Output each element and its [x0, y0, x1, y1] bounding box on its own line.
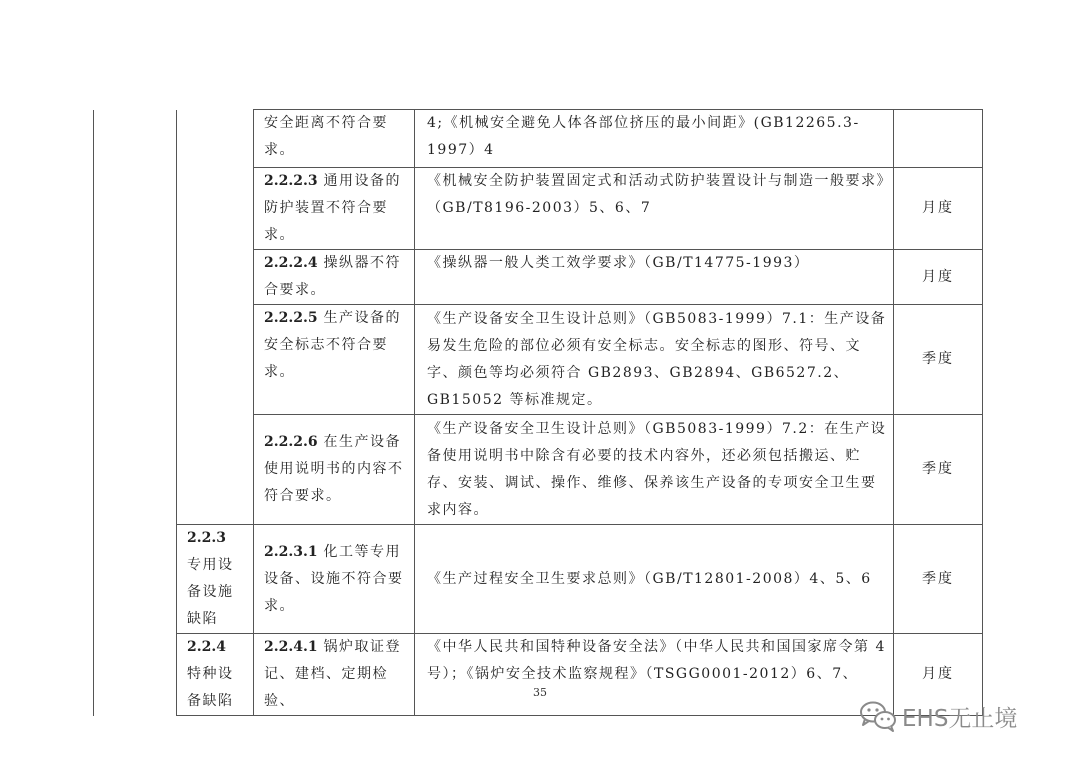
standard-cell: 《机械安全防护装置固定式和活动式防护装置设计与制造一般要求》（GB/T8196-2003）5、6、7: [415, 168, 894, 250]
table-row: [94, 525, 983, 634]
item-code: 2.2.2.6: [264, 434, 318, 450]
item-code: 2.2.2.4: [264, 255, 318, 271]
item-text: 安全距离不符合要求。: [264, 115, 388, 158]
frequency-cell: 月度: [894, 168, 983, 250]
frequency-cell: 季度: [894, 525, 983, 634]
level2-text: 特种设备缺陷: [187, 666, 234, 709]
item-cell: [254, 250, 415, 305]
table-row: [94, 110, 983, 168]
watermark-text: EHS无止境: [902, 705, 1018, 732]
watermark: [858, 696, 1017, 736]
item-text: 化工等专用设备、设施不符合要求。: [264, 543, 404, 614]
item-cell: [254, 525, 415, 634]
item-cell: [254, 305, 415, 415]
item-code: 2.2.3.1: [264, 543, 318, 560]
frequency-cell: 月度: [894, 250, 983, 305]
item-code: 2.2.4.1: [264, 639, 318, 655]
level2-text: 专用设备设施缺陷: [187, 557, 234, 627]
table-row: [94, 634, 983, 716]
hazard-table: [93, 109, 983, 716]
frequency-cell: [894, 110, 983, 168]
item-text: 锅炉取证登记、建档、定期检验、: [264, 639, 402, 709]
level2-code: 2.2.4: [187, 639, 226, 655]
frequency-cell: 月度: [894, 634, 983, 716]
frequency-cell: 季度: [894, 305, 983, 415]
item-cell: [254, 415, 415, 525]
page-number: 35: [533, 686, 547, 699]
standard-cell: 《生产过程安全卫生要求总则》（GB/T12801-2008）4、5、6: [415, 525, 894, 634]
standard-cell: 4;《机械安全避免人体各部位挤压的最小间距》(GB12265.3-1997）4: [415, 110, 894, 168]
frequency-cell: 季度: [894, 415, 983, 525]
item-text: 生产设备的安全标志不符合要求。: [264, 310, 402, 380]
item-text: 通用设备的防护装置不符合要求。: [264, 173, 402, 243]
level2-cell: [177, 525, 254, 634]
item-code: 2.2.2.5: [264, 310, 318, 326]
level2-code: 2.2.3: [187, 530, 226, 546]
standard-cell: 《操纵器一般人类工效学要求》（GB/T14775-1993）: [415, 250, 894, 305]
standard-cell: 《生产设备安全卫生设计总则》（GB5083-1999）7.1：生产设备易发生危险的部位必须有安全标志。安全标志的图形、符号、文字、颜色等均必须符合 GB2893、GB2894、GB6527.2、GB15052 等标准规定。: [415, 305, 894, 415]
level2-cell: [177, 634, 254, 716]
item-cell: [254, 110, 415, 168]
standard-cell: 《中华人民共和国特种设备安全法》（中华人民共和国国家席令第 4 号）；《锅炉安全技术监察规程》（TSGG0001-2012）6、7、: [415, 634, 894, 716]
item-cell: [254, 634, 415, 716]
level1-cell: [94, 110, 177, 716]
standard-cell: 《生产设备安全卫生设计总则》（GB5083-1999）7.2：在生产设备使用说明书中除含有必要的技术内容外，还必须包括搬运、贮存、安装、调试、操作、维修、保养该生产设备的专项安全卫生要求内容。: [415, 415, 894, 525]
item-text: 操纵器不符合要求。: [264, 255, 402, 298]
wechat-icon: [858, 699, 898, 733]
item-cell: [254, 168, 415, 250]
level2-cell: [177, 110, 254, 525]
item-text: 在生产设备使用说明书的内容不符合要求。: [264, 434, 404, 504]
item-code: 2.2.2.3: [264, 173, 318, 189]
